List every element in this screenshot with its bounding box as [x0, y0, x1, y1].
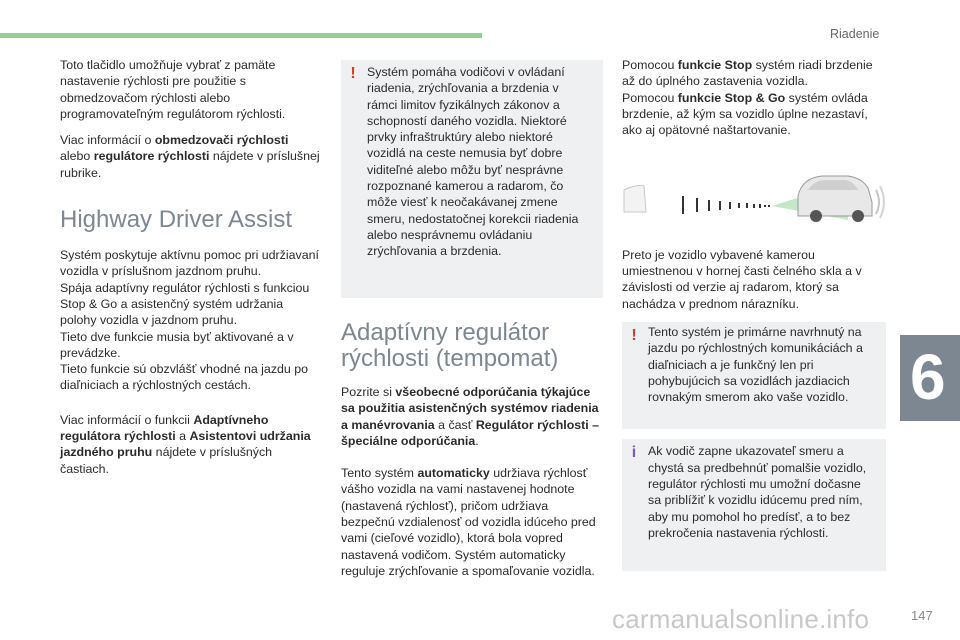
heading-adaptive-cruise-control: Adaptívny regulátor rýchlosti (tempomat)	[341, 319, 559, 372]
bold-text: automaticky	[417, 466, 490, 481]
text: a časť	[434, 417, 476, 432]
heading-highway-driver-assist: Highway Driver Assist	[60, 206, 293, 234]
paragraph-camera-radar: Preto je vozidlo vybavené kamerou umiestnenou v hornej časti čelného skla a v závislosti od verzie aj radarom, ktorý sa nachádza v prednom nárazníku.	[622, 247, 862, 311]
chapter-tab	[900, 335, 960, 421]
warning-icon: !	[350, 65, 356, 82]
column-right	[622, 57, 886, 571]
info-text: Ak vodič zapne ukazovateľ smeru a chystá sa predbehnúť pomalšie vozidlo, regulátor rýchlosti mu umožní dočasne sa priblížiť k vozidlu idúcemu pred ním, aby mu pomohol ho predísť, a to bez prekročenia nastavenia rýchlosti.	[648, 444, 867, 540]
text: nájdete v príslušných častiach.	[60, 445, 273, 476]
text: Tento systém	[341, 466, 418, 481]
bold-text: regulátore rýchlosti	[93, 149, 210, 164]
text: systém riadi brzdenie až do úplného zastavenia vozidla.	[622, 58, 873, 89]
warning-icon: !	[631, 326, 637, 344]
text: Pomocou	[622, 90, 678, 105]
column-middle	[341, 60, 603, 589]
text: a	[175, 429, 190, 444]
chapter-number: 6	[910, 341, 946, 413]
section-title: Riadenie	[830, 27, 880, 41]
bold-text: obmedzovači rýchlosti	[154, 133, 289, 148]
paragraph-hda-description	[60, 247, 322, 394]
paragraph-hda-more-info	[60, 412, 322, 477]
text: udržiava rýchlosť vášho vozidla na vami nastavenej hodnote (nastavená rýchlosť), pričom udržiava bezpečnú vzdialenosť od vozidla idúceho pred vami (cieľové vozidlo), ktorá bola vopred nastavená vodičom. Systém automaticky reguluje zrýchľovanie a spomaľovanie vozidla.	[341, 466, 596, 578]
radar-car-illustration	[622, 166, 886, 228]
bold-text: Regulátor rýchlosti – špeciálne odporúčania	[341, 417, 600, 448]
text: Tieto funkcie sú obzvlášť vhodné na jazdu po diaľniciach a rýchlostných cestách.	[60, 362, 309, 393]
warning-box	[622, 322, 886, 429]
warning-text: Systém pomáha vodičovi v ovládaní riadenia, zrýchľovania a brzdenia v rámci limitov fyzikálnych zákonov a schopností daného vozidla. Niektoré prvky infraštruktúry alebo niektoré vozidlá na ceste nemusia byť dobre viditeľné alebo môžu byť nesprávne rozpoznané kamerou a radarom, čo môže viesť k neočakávanej zmene smeru, nedostatočnej korekcii riadenia alebo nesprávnemu ovládaniu zrýchľovania a brzdenia.	[367, 65, 579, 259]
text: Pozrite si	[341, 385, 396, 399]
paragraph-stop-go	[622, 57, 886, 138]
text: alebo	[60, 149, 94, 164]
paragraph-system-description	[341, 465, 603, 579]
watermark: carmanualsonline.info	[612, 604, 870, 634]
text: nájdete v príslušnej rubrike.	[60, 149, 320, 180]
paragraph-more-info	[60, 132, 322, 181]
paragraph-speed-memory: Toto tlačidlo umožňuje vybrať z pamäte nastavenie rýchlosti pre použitie s obmedzovačom rýchlosti alebo programovateľným regulátorom rýchlosti.	[60, 58, 286, 121]
text: Viac informácií o funkcii	[60, 412, 194, 427]
header-accent-bar	[0, 33, 482, 38]
paragraph-recommendations	[341, 384, 603, 449]
info-icon: i	[631, 444, 637, 462]
text: Viac informácií o	[60, 133, 155, 148]
bold-text: všeobecné odporúčania týkajúce sa použitia asistenčných systémov riadenia a manévrovania	[341, 385, 599, 432]
bold-text: Adaptívneho regulátora rýchlosti	[60, 412, 269, 444]
column-left	[60, 57, 322, 487]
text: Systém poskytuje aktívnu pomoc pri udržiavaní vozidla v príslušnom jazdnom pruhu.	[60, 248, 319, 279]
text: Tieto dve funkcie musia byť aktivované a v prevádzke.	[60, 329, 294, 360]
bold-text: funkcie Stop	[677, 58, 753, 72]
text: systém ovláda brzdenie, až kým sa vozidlo úplne nezastaví, ako aj opätovné naštartovanie.	[622, 90, 868, 138]
warning-box	[341, 60, 603, 298]
info-box	[622, 439, 886, 571]
page-number: 147	[911, 608, 933, 623]
warning-text: Tento systém je primárne navrhnutý na jazdu po rýchlostných komunikáciách a diaľniciach a je funkčný len pri pohybujúcich sa vozidlách jazdiacich rovnakým smerom ako vaše vozidlo.	[648, 324, 863, 405]
text: Pomocou	[622, 58, 678, 72]
bold-text: funkcie Stop & Go	[677, 90, 786, 105]
bold-text: Asistentovi udržania jazdného pruhu	[60, 429, 311, 460]
text: .	[475, 433, 479, 448]
text: Spája adaptívny regulátor rýchlosti s funkciou Stop & Go a asistenčný systém udržania polohy vozidla v jazdnom pruhu.	[60, 280, 310, 328]
